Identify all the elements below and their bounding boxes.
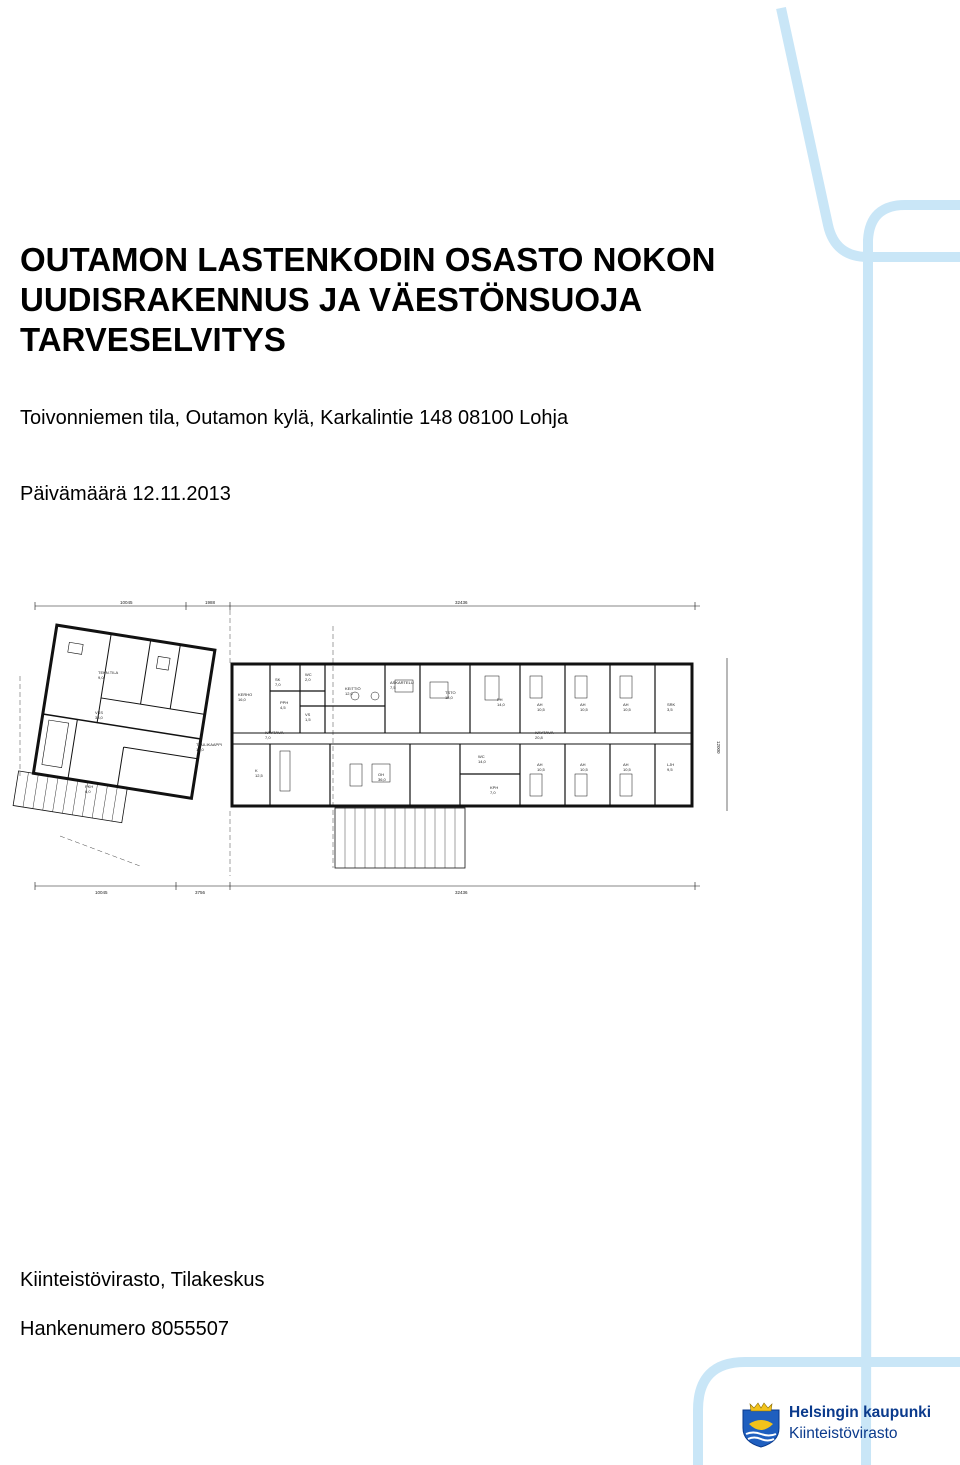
svg-text:20,8: 20,8: [535, 735, 543, 740]
svg-text:10,5: 10,5: [580, 707, 588, 712]
logo-line-2: Kiinteistövirasto: [789, 1425, 898, 1442]
svg-text:2,0: 2,0: [305, 677, 311, 682]
room-label: AH: [623, 762, 629, 767]
date-text: Päivämäärä 12.11.2013: [20, 483, 231, 505]
room-label: KERHO: [238, 692, 253, 697]
dim-top-2: 1988: [205, 600, 216, 605]
room-label: KPH: [490, 785, 499, 790]
coat-of-arms-icon: [740, 1400, 782, 1448]
room-label: AH: [537, 762, 543, 767]
dim-bottom-2: 3756: [195, 890, 206, 895]
title-line-3: TARVESELVITYS: [20, 321, 286, 358]
svg-text:10,5: 10,5: [537, 767, 545, 772]
room-label: KÄYTÄVÄ: [265, 730, 284, 735]
organization-text: Kiinteistövirasto, Tilakeskus: [20, 1269, 265, 1291]
room-label: VSS: [95, 710, 104, 715]
svg-text:14,0: 14,0: [497, 702, 505, 707]
svg-text:38,0: 38,0: [95, 715, 103, 720]
room-label: LJH: [667, 762, 675, 767]
svg-text:16,0: 16,0: [238, 697, 246, 702]
room-label: TSTO: [445, 690, 456, 695]
floor-plan: [0, 596, 740, 896]
document-title: [20, 240, 780, 360]
svg-text:12,5: 12,5: [255, 773, 263, 778]
room-label: SK: [275, 677, 281, 682]
project-number-text: Hankenumero 8055507: [20, 1318, 230, 1340]
svg-text:10,5: 10,5: [623, 767, 631, 772]
svg-text:7,0: 7,0: [265, 735, 271, 740]
room-label: OH: [378, 772, 384, 777]
svg-text:6,0: 6,0: [85, 789, 91, 794]
room-label: AH: [580, 762, 586, 767]
svg-text:12,0: 12,0: [345, 691, 353, 696]
svg-text:14,0: 14,0: [478, 759, 486, 764]
room-label: TUULIKAAPPI: [196, 742, 223, 747]
room-label: PPH: [280, 700, 289, 705]
logo-line-1: Helsingin kaupunki: [789, 1404, 932, 1421]
svg-text:10,5: 10,5: [580, 767, 588, 772]
room-label: PH: [497, 697, 503, 702]
dim-bottom-1: 10045: [95, 890, 108, 895]
svg-text:7,5: 7,5: [390, 685, 396, 690]
location-text: Toivonniemen tila, Outamon kylä, Karkalintie 148 08100 Lohja: [20, 407, 569, 429]
svg-text:10,5: 10,5: [623, 707, 631, 712]
dim-right: 12000: [716, 741, 721, 754]
dim-bottom-3: 32436: [455, 890, 468, 895]
room-label: AH: [537, 702, 543, 707]
room-label: KEITTIÖ: [345, 686, 361, 691]
svg-text:3,5: 3,5: [667, 707, 673, 712]
room-label: PKH: [85, 784, 94, 789]
svg-text:12,0: 12,0: [196, 747, 204, 752]
dim-top-1: 10045: [120, 600, 133, 605]
room-label: K: [255, 768, 258, 773]
room-label: KÄYTÄVÄ: [535, 730, 554, 735]
svg-text:9,0: 9,0: [98, 675, 104, 680]
room-label: WC: [305, 672, 312, 677]
title-line-1: OUTAMON LASTENKODIN OSASTO NOKON: [20, 241, 716, 278]
room-label: VS: [305, 712, 311, 717]
svg-text:18,0: 18,0: [445, 695, 453, 700]
svg-text:4,5: 4,5: [280, 705, 286, 710]
dim-top-3: 32436: [455, 600, 468, 605]
title-line-2: UUDISRAKENNUS JA VÄESTÖNSUOJA: [20, 281, 643, 318]
svg-text:36,0: 36,0: [378, 777, 386, 782]
svg-text:7,0: 7,0: [275, 682, 281, 687]
svg-text:1,5: 1,5: [305, 717, 311, 722]
room-label: AH: [580, 702, 586, 707]
room-label: TEKN.TILA: [98, 670, 119, 675]
helsinki-logo: [740, 1400, 945, 1450]
room-label: SRK: [667, 702, 676, 707]
svg-text:10,5: 10,5: [537, 707, 545, 712]
svg-text:7,0: 7,0: [490, 790, 496, 795]
room-label: AH: [623, 702, 629, 707]
room-label: ASKARTELU: [390, 680, 414, 685]
svg-text:9,5: 9,5: [667, 767, 673, 772]
room-label: WC: [478, 754, 485, 759]
